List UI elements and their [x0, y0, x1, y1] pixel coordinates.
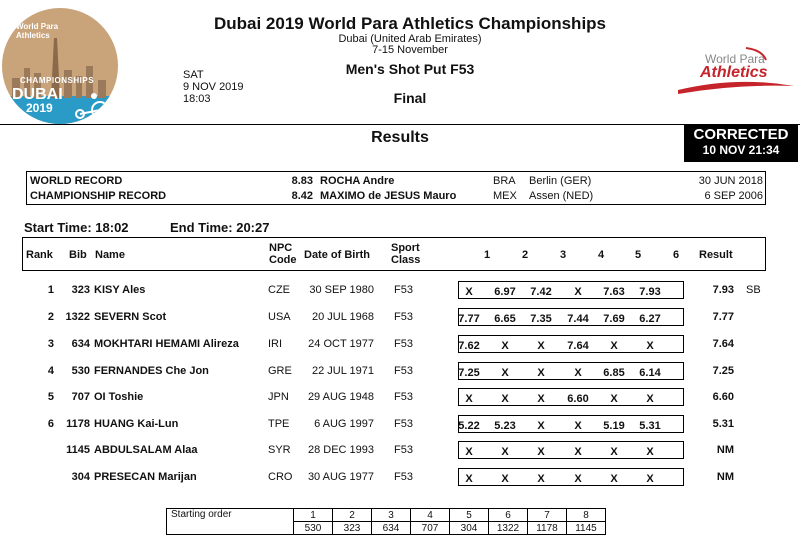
table-row	[0, 387, 800, 407]
record-type: WORLD RECORD	[30, 175, 123, 187]
attempt-1: X	[465, 473, 473, 485]
attempt-1: X	[465, 393, 473, 405]
col-attempt-2: 2	[522, 249, 529, 261]
record-mark: 8.42	[291, 190, 313, 202]
rank-cell: 6	[47, 418, 54, 430]
logo-champ-text: CHAMPIONSHIPS	[20, 76, 95, 85]
event-phase: Final	[393, 90, 427, 106]
npc-cell: GRE	[268, 365, 292, 377]
athlete-name: SEVERN Scot	[94, 311, 167, 323]
logo-dubai-text: DUBAI	[12, 86, 63, 103]
rank-cell: 2	[47, 311, 54, 323]
session-datetime	[183, 69, 244, 105]
dob-cell: 22 JUL 1971	[312, 365, 374, 377]
class-cell: F53	[394, 418, 413, 430]
record-place: Assen (NED)	[529, 190, 594, 202]
result-cell: 7.25	[712, 365, 734, 377]
attempt-6: X	[646, 340, 654, 352]
so-bib: 323	[333, 522, 372, 535]
record-mark: 8.83	[291, 175, 313, 187]
record-date: 30 JUN 2018	[698, 175, 763, 187]
class-cell: F53	[394, 444, 413, 456]
so-position: 2	[333, 509, 372, 522]
bib-cell: 304	[71, 471, 90, 483]
session-time: 18:03	[183, 93, 211, 105]
brand-line2: Athletics	[700, 64, 768, 81]
so-bib: 1145	[567, 522, 606, 535]
table-row	[0, 467, 800, 487]
attempt-6: 6.27	[639, 313, 661, 325]
attempt-4: X	[574, 420, 582, 432]
so-bib: 304	[450, 522, 489, 535]
attempt-6: X	[646, 473, 654, 485]
col-attempt-4: 4	[598, 249, 605, 261]
dob-cell: 20 JUL 1968	[312, 311, 374, 323]
attempt-5: X	[610, 393, 618, 405]
record-npc: BRA	[493, 175, 516, 187]
attempt-2: X	[501, 446, 509, 458]
npc-cell: JPN	[268, 391, 289, 403]
rank-cell: 3	[47, 338, 54, 350]
bib-cell: 1145	[66, 444, 90, 456]
attempts-box	[458, 388, 684, 406]
results-heading: Results	[371, 129, 429, 146]
attempt-4: X	[574, 286, 582, 298]
npc-cell: CRO	[268, 471, 293, 483]
logo-small-text: World Para Athletics	[16, 22, 59, 40]
result-cell: NM	[716, 471, 734, 483]
record-name: MAXIMO de JESUS Mauro	[320, 190, 457, 202]
attempt-4: X	[574, 446, 582, 458]
attempt-5: 5.19	[603, 420, 625, 432]
athlete-name: KISY Ales	[94, 284, 146, 296]
championships-logo	[2, 8, 118, 124]
attempt-5: X	[610, 446, 618, 458]
bib-cell: 634	[71, 338, 90, 350]
results-table-header	[22, 237, 766, 271]
so-bib: 1178	[528, 522, 567, 535]
event-name: Men's Shot Put F53	[345, 61, 475, 77]
col-sport-line2: Class	[391, 254, 421, 266]
so-bib: 530	[294, 522, 333, 535]
result-cell: 6.60	[712, 391, 734, 403]
attempt-4: 7.44	[567, 313, 589, 325]
col-npc-line2: Code	[269, 254, 297, 266]
attempts-box	[458, 415, 684, 433]
so-position: 5	[450, 509, 489, 522]
bib-cell: 530	[71, 365, 90, 377]
attempt-1: X	[465, 446, 473, 458]
bib-cell: 323	[71, 284, 90, 296]
class-cell: F53	[394, 311, 413, 323]
class-cell: F53	[394, 391, 413, 403]
record-place: Berlin (GER)	[529, 175, 592, 187]
end-time: End Time: 20:27	[170, 220, 270, 235]
so-bib: 1322	[489, 522, 528, 535]
col-attempt-3: 3	[560, 249, 567, 261]
dob-cell: 28 DEC 1993	[307, 444, 374, 456]
page-title: Dubai 2019 World Para Athletics Championships	[213, 14, 607, 33]
so-bib: 634	[372, 522, 411, 535]
attempt-2: X	[501, 340, 509, 352]
col-result: Result	[699, 249, 733, 261]
attempt-2: 5.23	[494, 420, 516, 432]
col-sport-class	[391, 242, 420, 266]
dob-cell: 30 SEP 1980	[309, 284, 374, 296]
record-name: ROCHA Andre	[320, 175, 395, 187]
so-bib: 707	[411, 522, 450, 535]
col-attempt-6: 6	[673, 249, 680, 261]
starting-order-label: Starting order	[167, 509, 294, 535]
attempt-3: X	[537, 420, 545, 432]
col-attempt-1: 1	[484, 249, 491, 261]
attempt-2: X	[501, 473, 509, 485]
col-bib: Bib	[69, 249, 87, 261]
result-cell: 7.77	[712, 311, 734, 323]
attempt-6: X	[646, 393, 654, 405]
athlete-name: ABDULSALAM Alaa	[94, 444, 198, 456]
so-position: 1	[294, 509, 333, 522]
corrected-stamp	[684, 125, 798, 162]
session-day: SAT	[183, 69, 204, 81]
class-cell: F53	[394, 471, 413, 483]
attempt-3: 7.35	[530, 313, 552, 325]
session-date: 9 NOV 2019	[183, 81, 244, 93]
attempt-2: X	[501, 367, 509, 379]
result-cell: 7.64	[712, 338, 734, 350]
rank-cell: 5	[47, 391, 54, 403]
attempt-3: X	[537, 340, 545, 352]
header-divider	[0, 124, 800, 125]
attempt-1: X	[465, 286, 473, 298]
attempt-3: 7.42	[530, 286, 552, 298]
attempt-1: 7.77	[458, 313, 480, 325]
attempt-2: 6.65	[494, 313, 516, 325]
bib-cell: 1178	[66, 418, 90, 430]
attempt-4: X	[574, 367, 582, 379]
npc-cell: USA	[268, 311, 291, 323]
so-position: 7	[528, 509, 567, 522]
attempt-3: X	[537, 367, 545, 379]
logo-year-text: 2019	[26, 101, 53, 115]
class-cell: F53	[394, 338, 413, 350]
athlete-name: PRESECAN Marijan	[94, 471, 197, 483]
attempt-4: X	[574, 473, 582, 485]
athlete-name: HUANG Kai-Lun	[94, 418, 179, 430]
dob-cell: 6 AUG 1997	[314, 418, 374, 430]
record-npc: MEX	[493, 190, 517, 202]
col-sport-line1: Sport	[391, 242, 420, 254]
record-date: 6 SEP 2006	[704, 190, 763, 202]
npc-cell: CZE	[268, 284, 290, 296]
start-time: Start Time: 18:02	[24, 220, 129, 235]
col-npc-line1: NPC	[269, 242, 293, 254]
col-dob: Date of Birth	[304, 249, 370, 261]
result-cell: NM	[716, 444, 734, 456]
attempts-box	[458, 281, 684, 299]
table-row	[0, 414, 800, 434]
athlete-name: FERNANDES Che Jon	[94, 365, 209, 377]
attempts-box	[458, 468, 684, 486]
table-row	[0, 361, 800, 381]
athlete-name: OI Toshie	[94, 391, 144, 403]
attempt-1: 7.25	[458, 367, 480, 379]
so-position: 8	[567, 509, 606, 522]
attempt-3: X	[537, 393, 545, 405]
brand-line1: World Para	[705, 52, 765, 66]
rank-cell: 4	[47, 365, 54, 377]
dob-cell: 24 OCT 1977	[308, 338, 374, 350]
so-position: 4	[411, 509, 450, 522]
so-position: 6	[489, 509, 528, 522]
table-row	[0, 440, 800, 460]
rank-cell: 1	[47, 284, 54, 296]
bib-cell: 707	[71, 391, 90, 403]
corrected-time: 10 NOV 21:34	[702, 143, 780, 157]
attempt-6: 5.31	[639, 420, 661, 432]
attempts-box	[458, 308, 684, 326]
result-cell: 5.31	[712, 418, 734, 430]
table-row	[0, 280, 800, 300]
npc-cell: IRI	[268, 338, 283, 350]
record-type: CHAMPIONSHIP RECORD	[30, 190, 167, 202]
attempt-1: 7.62	[458, 340, 480, 352]
starting-order-table	[166, 508, 606, 535]
venue: Dubai (United Arab Emirates)	[338, 33, 482, 45]
attempt-6: 6.14	[639, 367, 661, 379]
attempts-box	[458, 441, 684, 459]
attempt-6: X	[646, 446, 654, 458]
col-npc	[269, 242, 297, 266]
attempt-5: 6.85	[603, 367, 625, 379]
attempt-4: 7.64	[567, 340, 589, 352]
col-rank: Rank	[26, 249, 53, 261]
event-dates: 7-15 November	[372, 44, 448, 56]
so-position: 3	[372, 509, 411, 522]
class-cell: F53	[394, 284, 413, 296]
dob-cell: 30 AUG 1977	[307, 471, 374, 483]
attempt-3: X	[537, 473, 545, 485]
attempt-1: 5.22	[458, 420, 480, 432]
attempts-box	[458, 335, 684, 353]
table-row	[0, 307, 800, 327]
class-cell: F53	[394, 365, 413, 377]
attempt-5: 7.69	[603, 313, 625, 325]
dob-cell: 29 AUG 1948	[307, 391, 374, 403]
attempt-5: 7.63	[603, 286, 625, 298]
athlete-name: MOKHTARI HEMAMI Alireza	[94, 338, 239, 350]
note-cell: SB	[746, 284, 761, 296]
records-box	[26, 171, 766, 205]
bib-cell: 1322	[65, 311, 90, 323]
attempt-6: 7.93	[639, 286, 661, 298]
corrected-label: CORRECTED	[693, 126, 789, 143]
attempt-2: 6.97	[494, 286, 516, 298]
wheelchair-racer-icon	[72, 90, 112, 120]
col-attempt-5: 5	[635, 249, 642, 261]
attempt-3: X	[537, 446, 545, 458]
attempt-5: X	[610, 473, 618, 485]
npc-cell: TPE	[268, 418, 290, 430]
npc-cell: SYR	[268, 444, 291, 456]
table-row	[0, 334, 800, 354]
attempt-4: 6.60	[567, 393, 589, 405]
col-name: Name	[95, 249, 125, 261]
attempts-box	[458, 362, 684, 380]
result-cell: 7.93	[712, 284, 734, 296]
attempt-2: X	[501, 393, 509, 405]
attempt-5: X	[610, 340, 618, 352]
